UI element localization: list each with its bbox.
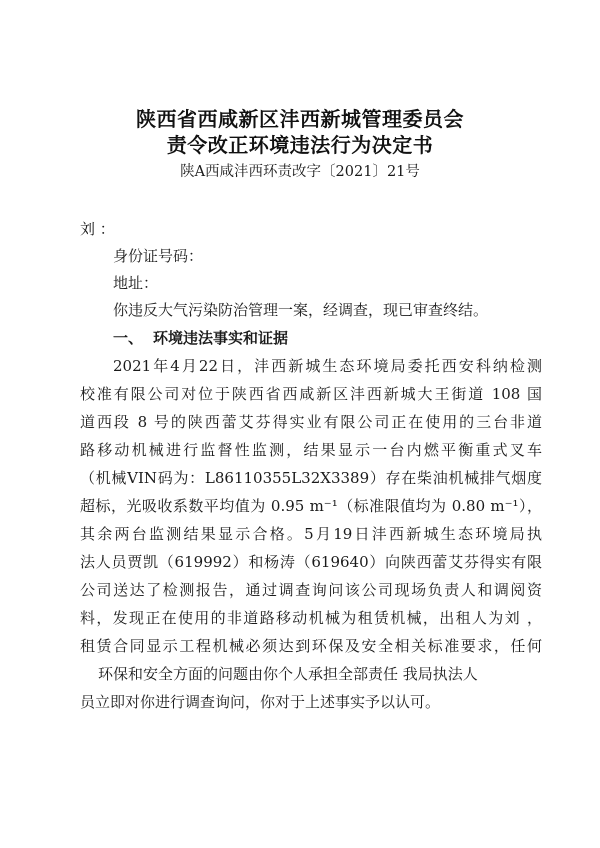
document-title-line1: 陕西省西咸新区沣西新城管理委员会 xyxy=(136,107,464,131)
case-intro: 你违反大气污染防治管理一案，经调查，现已审查终结。 xyxy=(113,301,489,319)
section1-line: 2021年4月22日，沣西新城生态环境局委托西安科纳检测 xyxy=(113,357,542,375)
section1-number: 一、 xyxy=(113,329,144,347)
section1-line: 料，发现正在使用的非道路移动机械为租赁机械，出租人为刘 ， xyxy=(80,609,542,627)
section1-line: 公司送达了检测报告，通过调查询问该公司现场负责人和调阅资 xyxy=(80,581,542,599)
section1-title: 环境违法事实和证据 xyxy=(153,329,289,347)
section1-line: 道西段 8 号的陕西蕾艾芬得实业有限公司正在使用的三台非道 xyxy=(80,413,542,431)
section1-line: 校准有限公司对位于陕西省西咸新区沣西新城大王街道 108 国 xyxy=(80,385,542,403)
section1-line: 员立即对你进行调查询问，你对于上述事实予以认可。 xyxy=(80,693,441,711)
section1-line: 环保和安全方面的问题由你个人承担全部责任 我局执法人 xyxy=(98,665,478,683)
section1-line: 路移动机械进行监督性监测，结果显示一台内燃平衡重式叉车 xyxy=(80,441,542,459)
section1-line: 法人员贾凯（619992）和杨涛（619640）向陕西蕾艾芬得实有限 xyxy=(80,553,542,571)
section1-line: 超标，光吸收系数平均值为 0.95 m⁻¹（标准限值均为 0.80 m⁻¹）， xyxy=(80,497,542,515)
recipient-name: 刘 ： xyxy=(80,220,115,238)
section1-heading xyxy=(113,327,288,348)
section1-line: （机械VIN码为：L86110355L32X3389）存在柴油机械排气烟度 xyxy=(80,469,542,487)
section1-line: 其余两台监测结果显示合格。5月19日沣西新城生态环境局执 xyxy=(80,525,542,543)
document-number: 陕A西咸沣西环责改字〔2021〕21号 xyxy=(180,164,420,180)
document-title-line2: 责令改正环境违法行为决定书 xyxy=(166,133,434,157)
id-number-label: 身份证号码： xyxy=(113,247,204,265)
section1-line: 租赁合同显示工程机械必须达到环保及安全相关标准要求，任何 xyxy=(80,637,542,655)
address-label: 地址： xyxy=(113,274,159,292)
